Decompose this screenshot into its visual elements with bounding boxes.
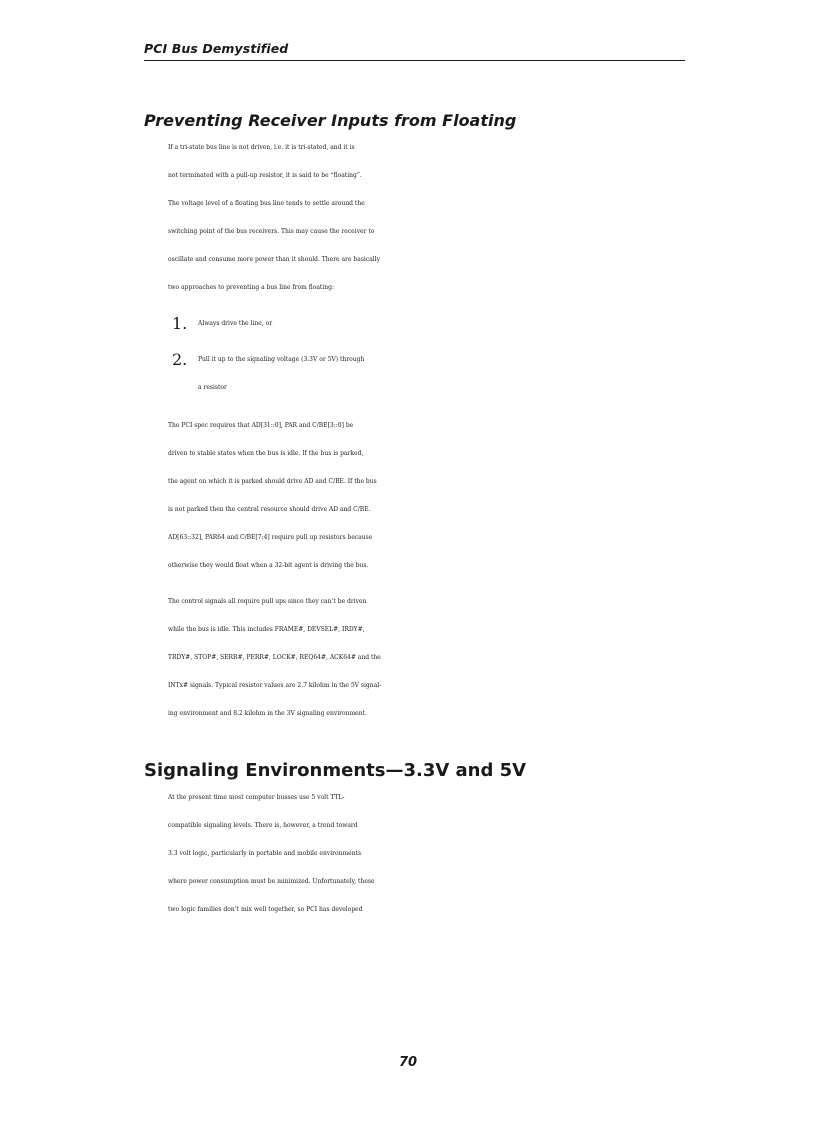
list-item: [144, 346, 684, 402]
text-line: is not parked then the central resource should drive AD and C/BE.: [168, 506, 371, 513]
text-line: 3.3 volt logic, particularly in portable and mobile environments: [168, 850, 362, 857]
approaches-list: [144, 310, 684, 402]
text-line: The control signals all require pull ups since they can’t be driven: [168, 598, 367, 605]
paragraph-pci-spec: [144, 412, 684, 580]
text-line: At the present time most computer busses use 5 volt TTL-: [168, 794, 345, 801]
text-line: TRDY#, STOP#, SERR#, PERR#, LOCK#, REQ64#, ACK64# and the: [168, 654, 381, 661]
text-line: driven to stable states when the bus is idle. If the bus is parked,: [168, 450, 364, 457]
section-heading-floating: Preventing Receiver Inputs from Floating: [144, 111, 517, 130]
text-line: ing environment and 8.2 kilohm in the 3V signaling environment.: [168, 710, 367, 717]
list-text: a resistor: [198, 384, 227, 391]
text-line: otherwise they would float when a 32-bit agent is driving the bus.: [168, 562, 369, 569]
paragraph-signaling-intro: [144, 784, 684, 924]
text-line: AD[63::32], PAR64 and C/BE[7:4] require pull up resistors because: [168, 534, 373, 541]
list-number: 1.: [172, 314, 188, 333]
page-content: [144, 108, 684, 924]
list-item: [144, 310, 684, 338]
text-line: where power consumption must be minimized. Unfortunately, these: [168, 878, 375, 885]
text-line: If a tri-state bus line is not driven, i.e. it is tri-stated, and it is: [168, 144, 355, 151]
text-line: compatible signaling levels. There is, however, a trend toward: [168, 822, 358, 829]
text-line: not terminated with a pull-up resistor, it is said to be “floating”.: [168, 172, 362, 179]
running-head: PCI Bus Demystified: [144, 41, 685, 61]
page-number: 70: [398, 1055, 418, 1070]
paragraph-floating-intro: [144, 134, 684, 302]
text-line: INTx# signals. Typical resistor values are 2.7 kilohm in the 5V signal-: [168, 682, 382, 689]
section-heading-signaling: Signaling Environments—3.3V and 5V: [144, 760, 527, 781]
list-text: Pull it up to the signaling voltage (3.3V or 5V) through: [198, 356, 365, 363]
text-line: The PCI spec requires that AD[31::0], PAR and C/BE[3::0] be: [168, 422, 354, 429]
text-line: while the bus is idle. This includes FRAME#, DEVSEL#, IRDY#,: [168, 626, 365, 633]
text-line: two approaches to preventing a bus line from floating:: [168, 284, 334, 291]
text-line: switching point of the bus receivers. This may cause the receiver to: [168, 228, 375, 235]
text-line: oscillate and consume more power than it should. There are basically: [168, 256, 380, 263]
paragraph-control-signals: [144, 588, 684, 728]
text-line: The voltage level of a floating bus line tends to settle around the: [168, 200, 365, 207]
list-text: Always drive the line, or: [198, 320, 273, 327]
list-number: 2.: [172, 350, 188, 369]
text-line: two logic families don’t mix well together, so PCI has developed: [168, 906, 363, 913]
text-line: the agent on which it is parked should drive AD and C/BE. If the bus: [168, 478, 377, 485]
